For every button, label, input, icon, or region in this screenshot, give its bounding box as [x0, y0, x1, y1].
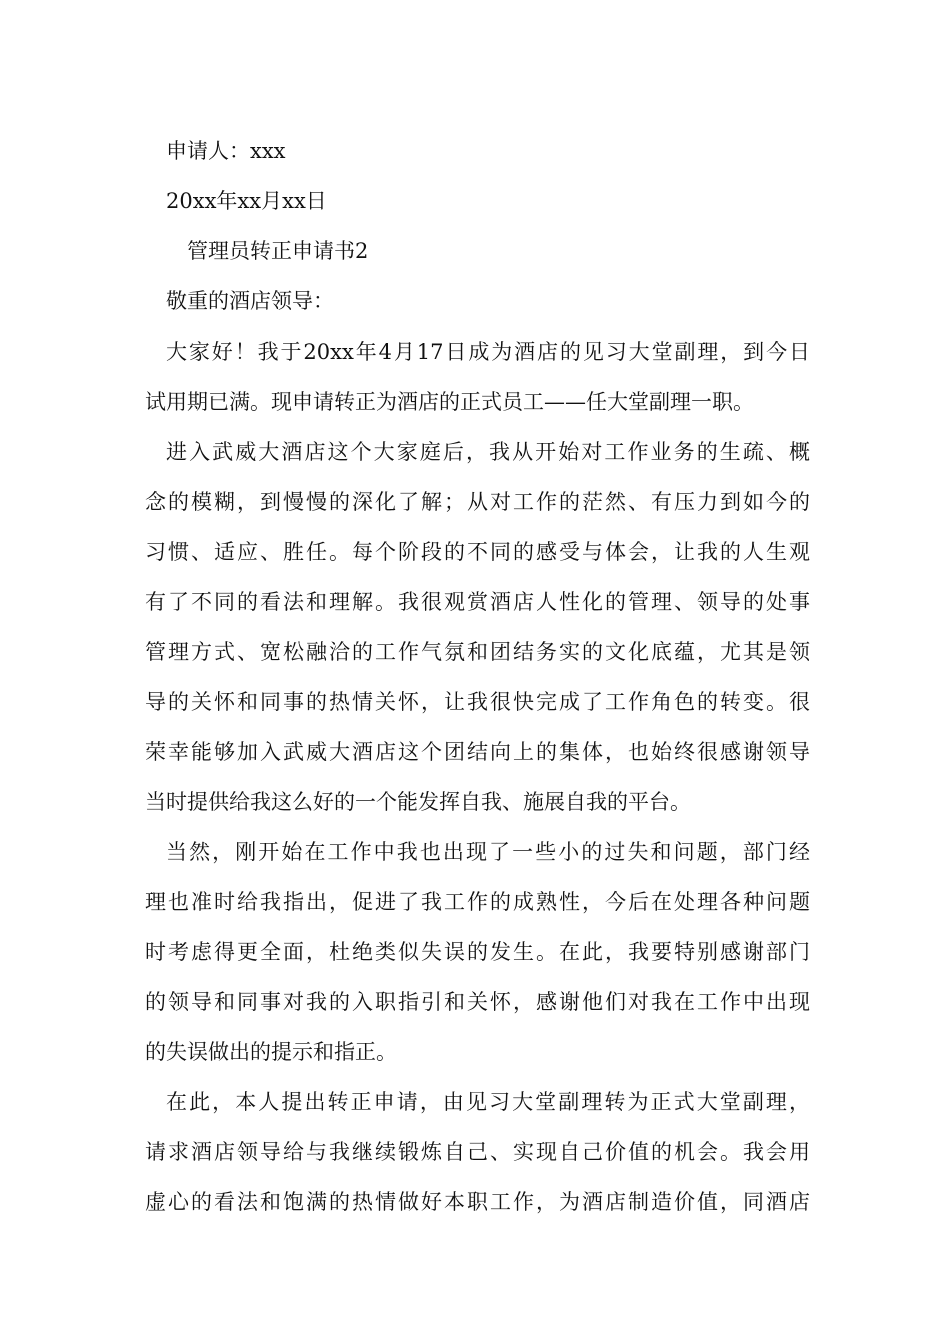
paragraph-2-line-1: 进入武威大酒店这个大家庭后，我从开始对工作业务的生疏、概 [166, 440, 810, 464]
paragraph-1-line-1: 大家好！我于20xx年4月17日成为酒店的见习大堂副理，到今日 [166, 340, 810, 364]
paragraph-1-line-2: 试用期已满。现申请转正为酒店的正式员工——任大堂副理一职。 [145, 390, 754, 414]
paragraph-2-line-8: 当时提供给我这么好的一个能发挥自我、施展自我的平台。 [145, 790, 691, 814]
applicant-line: 申请人：xxx [166, 139, 286, 163]
paragraph-2-line-4: 有了不同的看法和理解。我很观赏酒店人性化的管理、领导的处事 [145, 590, 810, 614]
paragraph-2-line-2: 念的模糊，到慢慢的深化了解；从对工作的茫然、有压力到如今的 [145, 490, 810, 514]
paragraph-2-line-6: 导的关怀和同事的热情关怀，让我很快完成了工作角色的转变。很 [145, 690, 810, 714]
paragraph-4-line-3: 虚心的看法和饱满的热情做好本职工作，为酒店制造价值，同酒店 [145, 1190, 810, 1214]
paragraph-2-line-3: 习惯、适应、胜任。每个阶段的不同的感受与体会，让我的人生观 [145, 540, 810, 564]
paragraph-3-line-4: 的领导和同事对我的入职指引和关怀，感谢他们对我在工作中出现 [145, 990, 810, 1014]
paragraph-3-line-3: 时考虑得更全面，杜绝类似失误的发生。在此，我要特别感谢部门 [145, 940, 810, 964]
paragraph-3-line-2: 理也准时给我指出，促进了我工作的成熟性，今后在处理各种问题 [145, 890, 810, 914]
paragraph-3-line-5: 的失误做出的提示和指正。 [145, 1040, 397, 1064]
salutation: 敬重的酒店领导： [166, 289, 334, 313]
document-title: 管理员转正申请书2 [187, 239, 369, 263]
paragraph-4-line-1: 在此，本人提出转正申请，由见习大堂副理转为正式大堂副理， [166, 1090, 810, 1114]
date-line: 20xx年xx月xx日 [166, 189, 327, 213]
paragraph-2-line-7: 荣幸能够加入武威大酒店这个团结向上的集体，也始终很感谢领导 [145, 740, 810, 764]
paragraph-3-line-1: 当然，刚开始在工作中我也出现了一些小的过失和问题，部门经 [166, 840, 810, 864]
paragraph-2-line-5: 管理方式、宽松融洽的工作气氛和团结务实的文化底蕴，尤其是领 [145, 640, 810, 664]
paragraph-4-line-2: 请求酒店领导给与我继续锻炼自己、实现自己价值的机会。我会用 [145, 1140, 810, 1164]
